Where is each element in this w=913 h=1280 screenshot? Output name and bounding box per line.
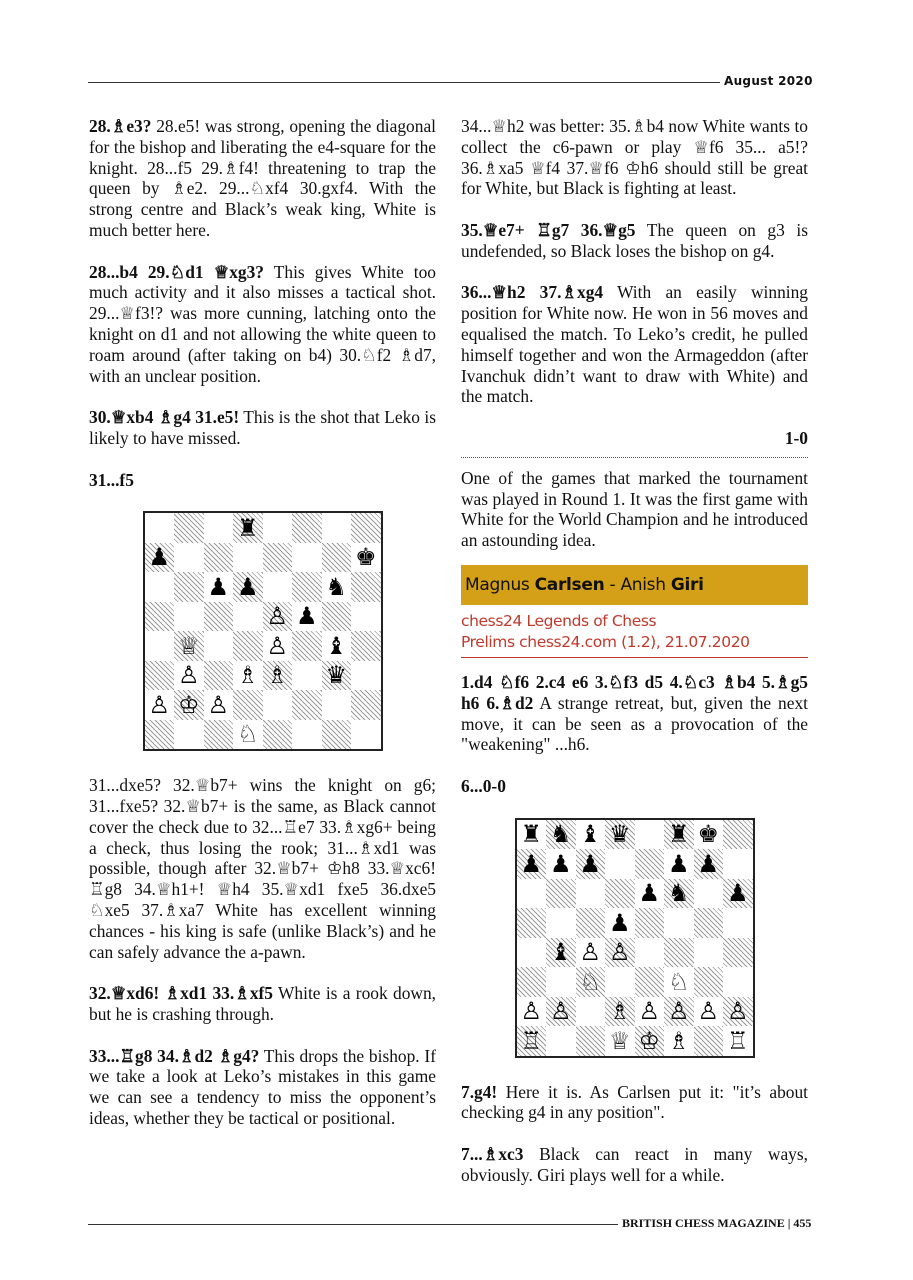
black-pawn-icon: ♟ — [638, 879, 660, 908]
board-square — [204, 720, 234, 750]
black-rook-icon: ♜ — [667, 820, 690, 849]
board-square — [723, 849, 753, 879]
board-square — [145, 543, 175, 573]
board-square — [263, 720, 293, 750]
black-pawn-icon: ♟ — [236, 572, 259, 601]
left-para-3: 30.♕xb4 ♗g4 31.e5! This is the shot that Leko is likely to have missed. — [89, 407, 436, 448]
chess-diagram-1 — [143, 511, 383, 751]
board-square — [694, 849, 724, 879]
board-square — [546, 997, 576, 1027]
black-queen-icon: ♛ — [608, 820, 631, 849]
board-square — [635, 997, 665, 1027]
board-square — [576, 820, 606, 850]
board-square — [723, 967, 753, 997]
board-square — [263, 631, 293, 661]
board-square — [351, 602, 381, 632]
board-square — [694, 879, 724, 909]
board-square — [605, 849, 635, 879]
board-square — [322, 661, 352, 691]
black-pawn-icon: ♟ — [608, 908, 631, 937]
right-para-4: One of the games that marked the tournament was played in Round 1. It was the first game with White for the World Champion and he introduced an astounding idea. — [461, 467, 808, 551]
board-square — [204, 602, 234, 632]
event-line-2: Prelims chess24.com (1.2), 21.07.2020 — [461, 632, 750, 651]
black-rook-icon: ♜ — [236, 513, 259, 542]
board-square — [174, 513, 204, 543]
board-square — [322, 631, 352, 661]
board-square — [233, 543, 263, 573]
board-square — [635, 938, 665, 968]
board-square — [517, 938, 547, 968]
board-square — [605, 938, 635, 968]
event-line-1: chess24 Legends of Chess — [461, 611, 657, 630]
right-para-6: 6...0-0 — [461, 775, 506, 796]
left-para-4: 31...f5 — [89, 469, 134, 490]
board-square — [576, 1026, 606, 1056]
white-pawn-icon: ♙ — [266, 631, 288, 660]
board-square — [263, 572, 293, 602]
board-square — [664, 938, 694, 968]
board-square — [322, 690, 352, 720]
board-square — [576, 997, 606, 1027]
white-knight-icon: ♘ — [236, 720, 259, 749]
board-square — [351, 513, 381, 543]
white-king-icon: ♔ — [638, 1026, 660, 1055]
board-square — [292, 661, 322, 691]
right-column — [461, 116, 808, 1206]
white-knight-icon: ♘ — [667, 967, 690, 996]
board-square — [263, 602, 293, 632]
black-pawn-icon: ♟ — [520, 849, 542, 878]
board-square — [292, 631, 322, 661]
white-pawn-icon: ♙ — [638, 997, 660, 1026]
white-pawn-icon: ♙ — [726, 997, 749, 1026]
black-rook-icon: ♜ — [520, 820, 542, 849]
board-square — [664, 820, 694, 850]
board-square — [605, 908, 635, 938]
black-pawn-icon: ♟ — [667, 849, 690, 878]
board-square — [517, 997, 547, 1027]
board-square — [546, 1026, 576, 1056]
board-square — [546, 938, 576, 968]
board-square — [605, 997, 635, 1027]
left-para-7: 33...♖g8 34.♗d2 ♗g4? This drops the bishop. If we take a look at Leko’s mistakes in this game we can see a tendency to miss the opponent’s ideas, whether they be tactical or positional. — [89, 1045, 437, 1128]
right-para-7: 7.g4! Here it is. As Carlsen put it: "it’s about checking g4 in any position". — [461, 1081, 808, 1123]
board-square — [322, 513, 352, 543]
board-square — [635, 1026, 665, 1056]
right-para-1: 34...♕h2 was better: 35.♗b4 now White wants to collect the c6-pawn or play ♕f6 35... a5!? 36.♗xa5 ♕f4 37.♕f6 ♔h6 should still be great for White, but Black is fighting at least. — [461, 116, 808, 199]
board-square — [145, 720, 175, 750]
board-square — [546, 967, 576, 997]
board-square — [292, 572, 322, 602]
black-queen-icon: ♛ — [325, 661, 347, 690]
board-square — [723, 1026, 753, 1056]
black-pawn-icon: ♟ — [148, 543, 170, 572]
right-para-3: 36...♕h2 37.♗xg4 With an easily winning position for White now. He won in 56 moves and equalised the match. To Leko’s credit, he pulled himself together and won the Armageddon (after Ivanchuk didn’t want to draw with White) and the match. — [461, 282, 809, 407]
board-square — [322, 543, 352, 573]
board-square — [292, 513, 322, 543]
board-square — [664, 849, 694, 879]
board-square — [233, 720, 263, 750]
board-square — [351, 631, 381, 661]
white-bishop-icon: ♗ — [608, 997, 631, 1026]
board-square — [204, 631, 234, 661]
game-result: 1-0 — [784, 427, 808, 448]
white-queen-icon: ♕ — [608, 1026, 631, 1055]
board-square — [694, 997, 724, 1027]
white-bishop-icon: ♗ — [667, 1026, 690, 1055]
event-rule — [461, 657, 808, 658]
white-queen-icon: ♕ — [177, 631, 200, 660]
board-square — [204, 690, 234, 720]
board-square — [694, 820, 724, 850]
black-pawn-icon: ♟ — [295, 602, 318, 631]
board-square — [576, 879, 606, 909]
board-square — [517, 908, 547, 938]
left-para-5: 31...dxe5? 32.♕b7+ wins the knight on g6; 31...fxe5? 32.♕b7+ is the same, as Black cannot cover the check due to 32...♖e7 33.♗xg6+ being a check, thus losing the rook; 31...♗xd1 was possible, though after 32.♕b7+ ♔h8 33.♕xc6! ♖g8 34.♕h1+! ♕h4 35.♕xd1 fxe5 36.dxe5 ♘xe5 37.♗xa7 White has excellent winning chances - his king is safe (unlike Black’s) and he can safely advance the a-pawn. — [89, 775, 436, 962]
board-square — [605, 820, 635, 850]
black-bishop-icon: ♝ — [549, 938, 572, 967]
board-square — [576, 967, 606, 997]
black-pawn-icon: ♟ — [579, 849, 601, 878]
left-para-1: 28.♗e3? 28.e5! was strong, opening the diagonal for the bishop and liberating the e4-square for the knight. 28...f5 29.♗f4! threatening to trap the queen by ♗e2. 29...♘xf4 30.gxf4. With the strong centre and Black’s weak king, White is much better here. — [89, 116, 436, 240]
board-square — [174, 602, 204, 632]
board-square — [233, 602, 263, 632]
board-square — [174, 631, 204, 661]
black-knight-icon: ♞ — [667, 879, 690, 908]
board-square — [694, 908, 724, 938]
black-knight-icon: ♞ — [325, 572, 347, 601]
board-square — [635, 908, 665, 938]
board-square — [292, 690, 322, 720]
black-bishop-icon: ♝ — [579, 820, 601, 849]
white-pawn-icon: ♙ — [579, 938, 601, 967]
board-square — [292, 720, 322, 750]
board-square — [351, 543, 381, 573]
board-square — [263, 661, 293, 691]
board-square — [145, 513, 175, 543]
board-square — [263, 543, 293, 573]
board-square — [322, 720, 352, 750]
board-square — [204, 661, 234, 691]
board-square — [546, 908, 576, 938]
board-square — [204, 572, 234, 602]
board-square — [605, 879, 635, 909]
game-banner: Magnus Carlsen - Anish Giri — [461, 565, 808, 605]
board-square — [517, 879, 547, 909]
board-square — [576, 908, 606, 938]
board-square — [694, 938, 724, 968]
white-pawn-icon: ♙ — [207, 690, 229, 719]
white-pawn-icon: ♙ — [266, 602, 288, 631]
footer-rule — [88, 1224, 618, 1225]
white-bishop-icon: ♗ — [236, 661, 259, 690]
board-square — [723, 938, 753, 968]
board-square — [145, 631, 175, 661]
board-square — [546, 879, 576, 909]
board-square — [635, 879, 665, 909]
white-pawn-icon: ♙ — [549, 997, 572, 1026]
white-pawn-icon: ♙ — [520, 997, 542, 1026]
white-rook-icon: ♖ — [726, 1026, 749, 1055]
footer-text: BRITISH CHESS MAGAZINE | 455 — [622, 1216, 812, 1230]
right-para-5: 1.d4 ♘f6 2.c4 e6 3.♘f3 d5 4.♘c3 ♗b4 5.♗g5 h6 6.♗d2 A strange retreat, but, given the next move, it can be seen as a provocation of the "weakening" ...h6. — [461, 671, 809, 755]
board-square — [517, 820, 547, 850]
board-square — [664, 908, 694, 938]
right-para-8: 7...♗xc3 Black can react in many ways, obviously. Giri plays well for a while. — [461, 1143, 808, 1185]
board-square — [233, 513, 263, 543]
board-square — [322, 572, 352, 602]
board-square — [145, 661, 175, 691]
board-square — [694, 1026, 724, 1056]
board-square — [723, 997, 753, 1027]
board-square — [635, 967, 665, 997]
white-pawn-icon: ♙ — [177, 661, 200, 690]
board-square — [546, 820, 576, 850]
white-pawn-icon: ♙ — [608, 938, 631, 967]
board-square — [292, 543, 322, 573]
left-para-6: 32.♕xd6! ♗xd1 33.♗xf5 White is a rook down, but he is crashing through. — [89, 983, 436, 1024]
board-square — [723, 879, 753, 909]
board-square — [576, 849, 606, 879]
header-rule — [88, 82, 720, 83]
black-pawn-icon: ♟ — [549, 849, 572, 878]
board-square — [174, 661, 204, 691]
board-square — [664, 997, 694, 1027]
board-square — [664, 967, 694, 997]
left-para-2: 28...b4 29.♘d1 ♕xg3? This gives White too much activity and it also misses a tactical shot. 29...♕f3!? was more cunning, latching onto the knight on d1 and not allowing the white queen to roam around (after taking on b4) 30.♘f2 ♗d7, with an unclear position. — [89, 261, 436, 386]
board-square — [635, 849, 665, 879]
chess-diagram-2 — [515, 818, 755, 1058]
white-rook-icon: ♖ — [520, 1026, 542, 1055]
board-square — [546, 849, 576, 879]
board-square — [174, 572, 204, 602]
board-square — [322, 602, 352, 632]
black-king-icon: ♚ — [354, 543, 377, 572]
header-date: August 2020 — [724, 74, 813, 88]
black-king-icon: ♚ — [697, 820, 719, 849]
board-square — [351, 720, 381, 750]
board-square — [145, 690, 175, 720]
board-square — [351, 572, 381, 602]
board-square — [694, 967, 724, 997]
board-square — [723, 820, 753, 850]
board-square — [576, 938, 606, 968]
board-square — [233, 631, 263, 661]
black-pawn-icon: ♟ — [726, 879, 749, 908]
board-square — [517, 849, 547, 879]
board-square — [351, 690, 381, 720]
board-square — [204, 543, 234, 573]
white-bishop-icon: ♗ — [266, 661, 288, 690]
board-square — [517, 1026, 547, 1056]
white-knight-icon: ♘ — [579, 967, 601, 996]
board-square — [174, 543, 204, 573]
board-square — [605, 1026, 635, 1056]
left-column — [89, 116, 436, 1149]
black-pawn-icon: ♟ — [207, 572, 229, 601]
black-bishop-icon: ♝ — [325, 631, 347, 660]
board-square — [351, 661, 381, 691]
board-square — [174, 720, 204, 750]
dotted-divider — [461, 457, 808, 458]
board-square — [233, 690, 263, 720]
board-square — [723, 908, 753, 938]
right-para-2: 35.♕e7+ ♖g7 36.♕g5 The queen on g3 is undefended, so Black loses the bishop on g4. — [461, 219, 808, 261]
board-square — [605, 967, 635, 997]
board-square — [145, 602, 175, 632]
board-square — [517, 967, 547, 997]
board-square — [664, 879, 694, 909]
board-square — [204, 513, 234, 543]
white-pawn-icon: ♙ — [148, 690, 170, 719]
black-pawn-icon: ♟ — [697, 849, 719, 878]
board-square — [233, 572, 263, 602]
board-square — [263, 513, 293, 543]
board-square — [145, 572, 175, 602]
white-pawn-icon: ♙ — [667, 997, 690, 1026]
white-king-icon: ♔ — [177, 690, 200, 719]
white-pawn-icon: ♙ — [697, 997, 719, 1026]
board-square — [174, 690, 204, 720]
black-knight-icon: ♞ — [549, 820, 572, 849]
board-square — [263, 690, 293, 720]
board-square — [635, 820, 665, 850]
board-square — [233, 661, 263, 691]
board-square — [292, 602, 322, 632]
board-square — [664, 1026, 694, 1056]
